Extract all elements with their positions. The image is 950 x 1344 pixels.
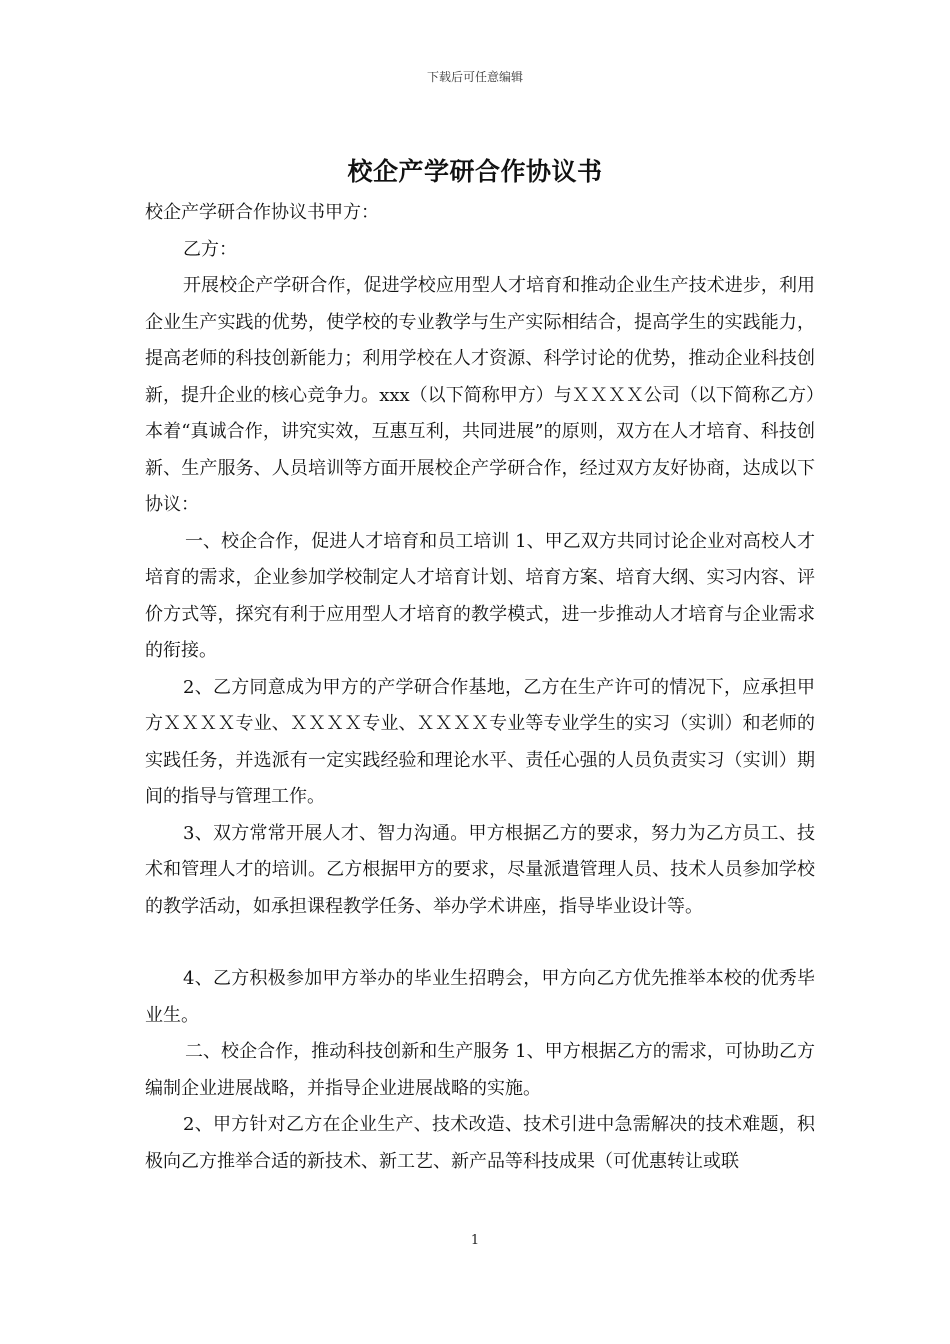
section-1-item-3: 3、双方常常开展人才、智力沟通。甲方根据乙方的要求，努力为乙方员工、技术和管理人才的培训。乙方根据甲方的要求，尽量派遣管理人员、技术人员参加学校的教学活动，如承担课程教学任务、举办学术讲座，指导毕业设计等。 <box>145 822 815 917</box>
party-b-line: 乙方： <box>183 238 237 260</box>
document-body <box>145 195 815 1180</box>
section-2-paragraph: 二、校企合作，推动科技创新和生产服务 1、甲方根据乙方的需求，可协助乙方编制企业进展战略，并指导企业进展战略的实施。 <box>145 1041 815 1099</box>
section-1-item-4: 4、乙方积极参加甲方举办的毕业生招聘会，甲方向乙方优先推举本校的优秀毕业生。 <box>145 968 815 1026</box>
intro-paragraph: 开展校企产学研合作，促进学校应用型人才培育和推动企业生产技术进步，利用企业生产实践的优势，使学校的专业教学与生产实际相结合，提高学生的实践能力，提高老师的科技创新能力；利用学校在人才资源、科学讨论的优势，推动企业科技创新，提升企业的核心竞争力。xxx（以下简称甲方）与ＸＸＸＸ公司（以下简称乙方）本着“真诚合作，讲究实效，互惠互利，共同进展”的原则，双方在人才培育、科技创新、生产服务、人员培训等方面开展校企产学研合作，经过双方友好协商，达成以下协议： <box>145 275 815 515</box>
page-number: 1 <box>470 1233 480 1248</box>
section-2-item-2: 2、甲方针对乙方在企业生产、技术改造、技术引进中急需解决的技术难题，积极向乙方推举合适的新技术、新工艺、新产品等科技成果（可优惠转让或联 <box>145 1114 815 1172</box>
header-note: 下载后可任意编辑 <box>426 70 523 84</box>
section-1-item-2: 2、乙方同意成为甲方的产学研合作基地，乙方在生产许可的情况下，应承担甲方ＸＸＸＸ专业、ＸＸＸＸ专业、ＸＸＸＸ专业等专业学生的实习（实训）和老师的实践任务，并选派有一定实践经验和理论水平、责任心强的人员负责实习（实训）期间的指导与管理工作。 <box>145 676 815 807</box>
party-a-line: 校企产学研合作协议书甲方： <box>145 202 379 223</box>
document-title: 校企产学研合作协议书 <box>347 157 603 186</box>
section-1-paragraph: 一、校企合作，促进人才培育和员工培训 1、甲乙双方共同讨论企业对高校人才培育的需求，企业参加学校制定人才培育计划、培育方案、培育大纲、实习内容、评价方式等，探究有利于应用型人才培育的教学模式，进一步推动人才培育与企业需求的衔接。 <box>145 530 815 661</box>
